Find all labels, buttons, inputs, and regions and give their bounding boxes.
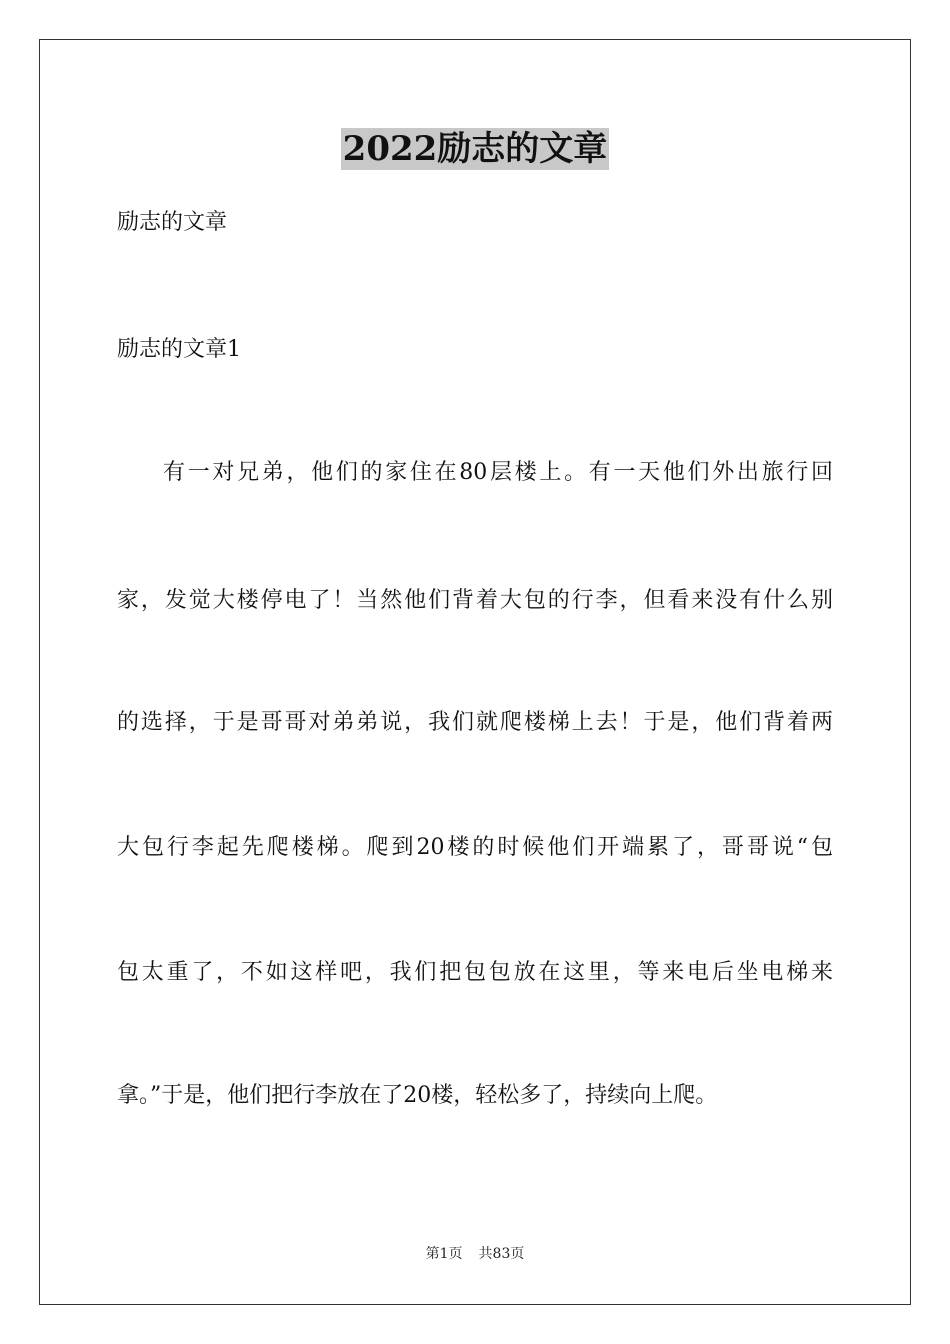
body-line-2: 家，发觉大楼停电了！当然他们背着大包的行李，但看来没有什么别	[117, 588, 833, 613]
document-title: 2022励志的文章	[342, 129, 608, 169]
body-line-6: 拿。”于是，他们把行李放在了20楼，轻松多了，持续向上爬。	[117, 1083, 718, 1108]
body-line-3: 的选择，于是哥哥对弟弟说，我们就爬楼梯上去！于是，他们背着两	[117, 710, 833, 735]
body-line-5: 包太重了，不如这样吧，我们把包包放在这里，等来电后坐电梯来	[117, 960, 833, 985]
page-footer	[0, 1244, 950, 1264]
body-line-1: 有一对兄弟，他们的家住在80层楼上。有一天他们外出旅行回	[163, 460, 833, 485]
section-heading: 励志的文章1	[117, 337, 241, 362]
page-total: 共83页	[478, 1246, 525, 1262]
document-subtitle: 励志的文章	[117, 210, 228, 235]
body-line-4: 大包行李起先爬楼梯。爬到20楼的时候他们开端累了，哥哥说“包	[117, 835, 833, 860]
page-number: 第1页	[425, 1246, 463, 1262]
title-container	[0, 128, 950, 170]
